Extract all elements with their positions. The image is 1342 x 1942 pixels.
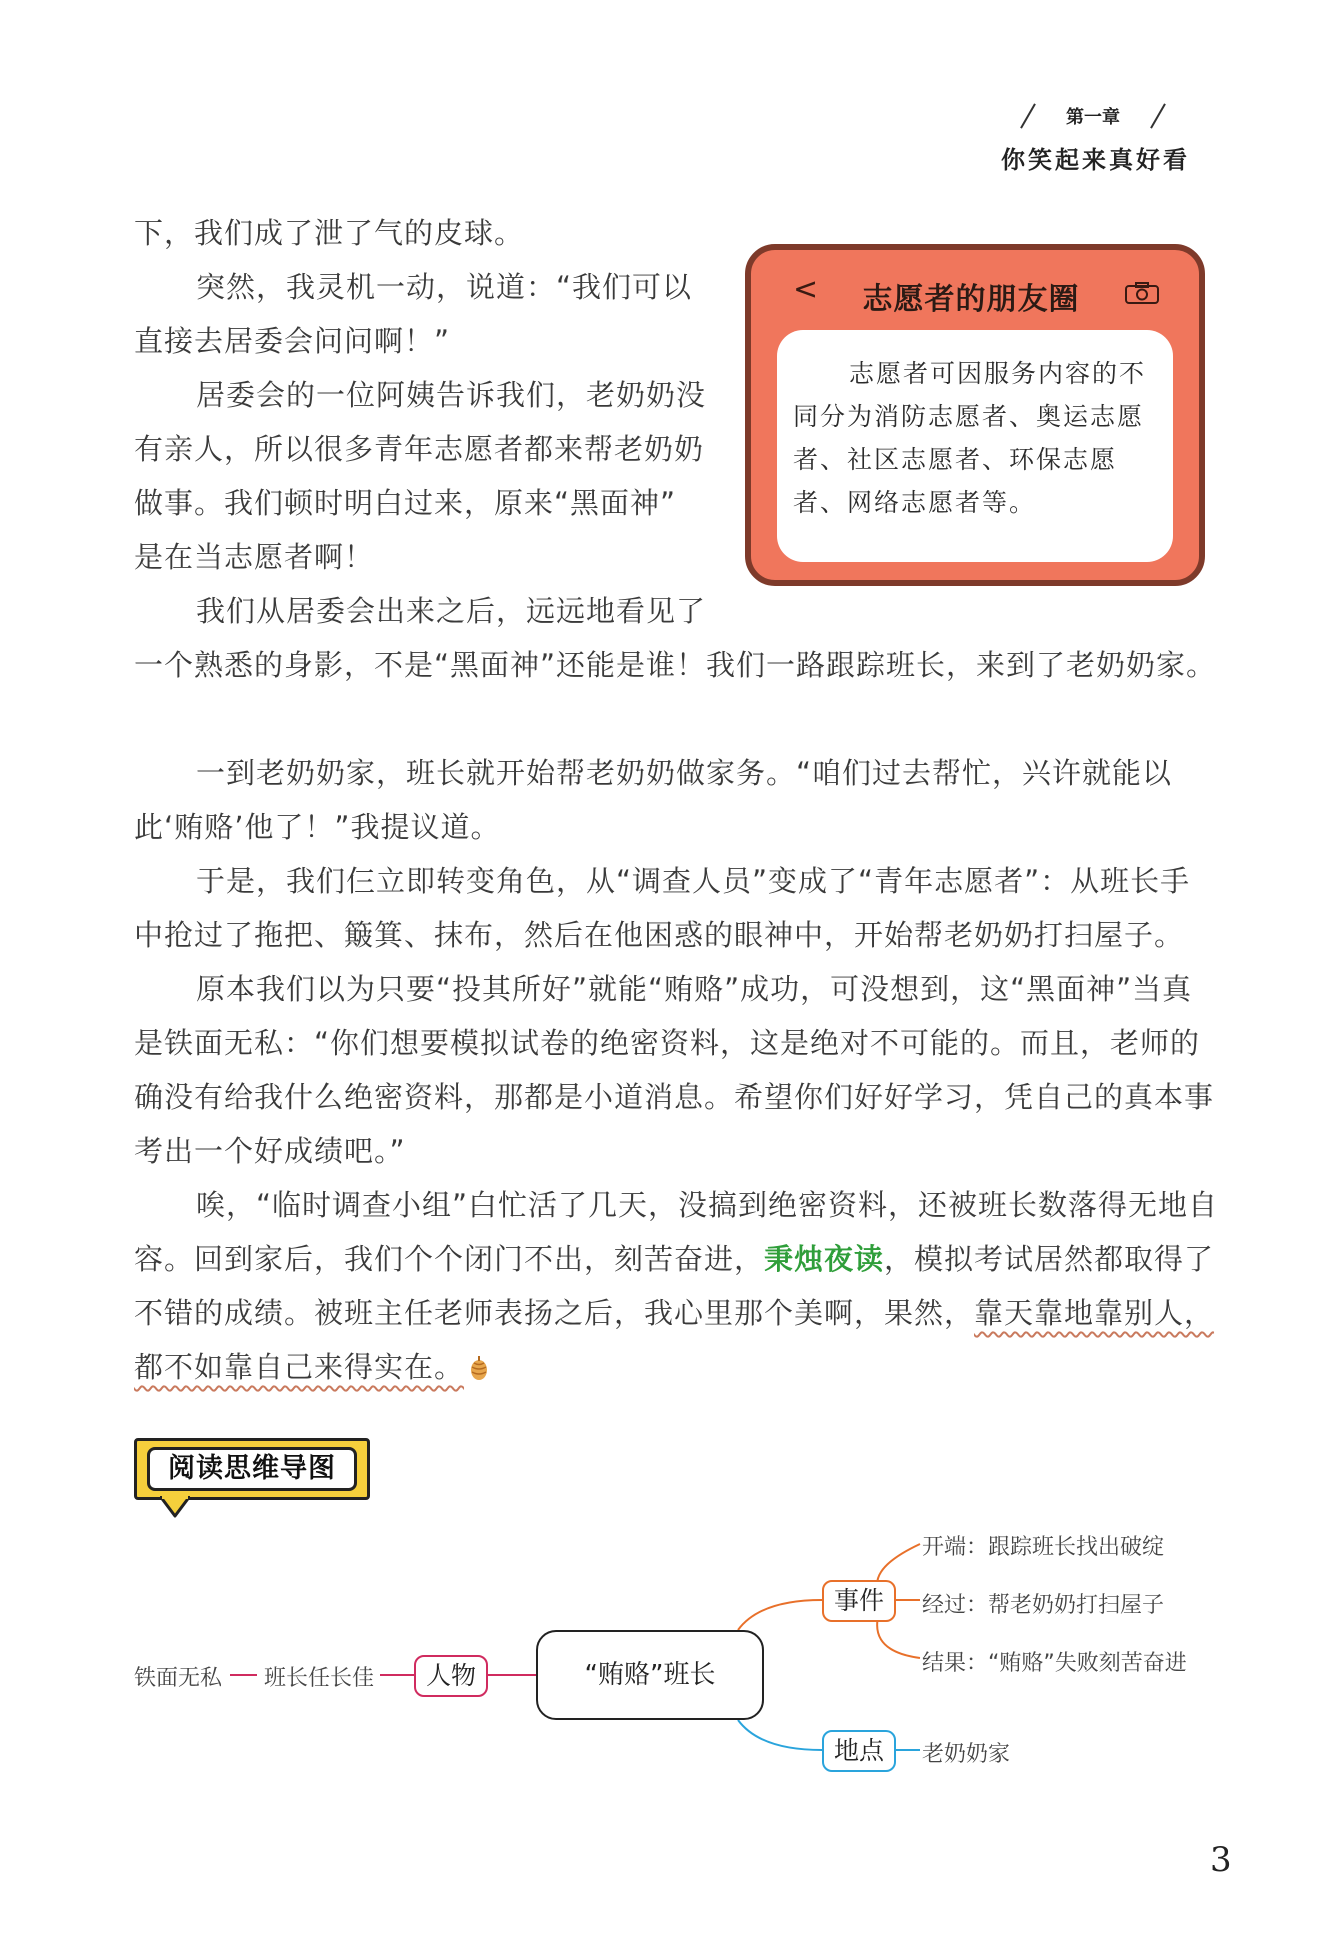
paragraph-text: 有亲人，所以很多青年志愿者都来帮老奶奶 <box>134 432 705 466</box>
paragraph-text: 是在当志愿者啊！ <box>134 540 375 574</box>
mind-map <box>0 1500 1342 1800</box>
chapter-label: 第一章 <box>1066 107 1120 128</box>
people-trait: 铁面无私 <box>134 1666 223 1691</box>
event-stage-text: “贿赂”失败刻苦奋进 <box>988 1651 1187 1676</box>
wavy-underlined-sentence: 靠天靠地靠别人，都不如靠自己来得实在。 <box>134 1296 1215 1384</box>
card-body-text: 志愿者可因服务内容的不同分为消防志愿者、奥运志愿者、社区志愿者、环保志愿者、网络志愿者等。 <box>793 359 1147 517</box>
paragraph-text: ，模拟考试居然都取得了不错的成绩。被班主任老师表扬之后，我心里那个美啊，果然， <box>134 1242 1215 1330</box>
event-item <box>922 1646 1187 1677</box>
paragraph-text: 下，我们成了泄了气的皮球。 <box>134 216 525 250</box>
place-tag: 地点 <box>822 1730 896 1772</box>
highlighted-idiom: 秉烛夜读 <box>764 1242 885 1276</box>
chapter-marker <box>1015 98 1175 134</box>
paragraph <box>134 260 734 368</box>
back-icon[interactable]: < <box>793 272 819 307</box>
paragraph <box>134 368 734 584</box>
slash-decoration <box>1020 103 1036 128</box>
volunteer-moments-card <box>745 244 1205 586</box>
paragraph-text: 突然，我灵机一动，说道：“我们可以 <box>196 270 693 304</box>
event-stage-label: 开端： <box>922 1535 989 1560</box>
section-label-text: 阅读思维导图 <box>147 1447 357 1491</box>
paragraph-text: 我们从居委会出来之后，远远地看见了 <box>196 594 707 628</box>
event-item <box>922 1588 1164 1619</box>
slash-decoration <box>1150 103 1166 128</box>
event-stage-text: 跟踪班长找出破绽 <box>988 1535 1165 1560</box>
paragraph-text: 直接去居委会问问啊！” <box>134 324 451 358</box>
event-stage-label: 结果： <box>922 1651 989 1676</box>
paragraph-text: 原本我们以为只要“投其所好”就能“贿赂”成功，可没想到，这“黑面神”当真是铁面无私：“你们想要模拟试卷的绝密资料，这是绝对不可能的。而且，老师的确没有给我什么绝密资料，那都是小道消息。希望你们好好学习，凭自己的真本事考出一个好成绩吧。” <box>134 972 1215 1168</box>
paragraph <box>134 854 1220 962</box>
paragraph <box>134 584 734 638</box>
camera-icon[interactable] <box>1125 282 1159 304</box>
chapter-title: 你笑起来真好看 <box>1001 146 1190 174</box>
paragraph-text: 居委会的一位阿姨告诉我们，老奶奶没 <box>196 378 707 412</box>
people-tag: 人物 <box>414 1655 488 1697</box>
people-name: 班长任长佳 <box>264 1666 375 1691</box>
events-tag: 事件 <box>822 1580 896 1622</box>
card-title: 志愿者的朋友圈 <box>862 282 1080 317</box>
paragraph <box>134 206 734 260</box>
event-item <box>922 1530 1164 1561</box>
paragraph <box>134 746 1220 854</box>
paragraph <box>134 962 1220 1178</box>
event-stage-text: 帮老奶奶打扫屋子 <box>988 1593 1165 1618</box>
paragraph-text: 于是，我们仨立即转变角色，从“调查人员”变成了“青年志愿者”：从班长手中抢过了拖把、簸箕、抹布，然后在他困惑的眼神中，开始帮老奶奶打扫屋子。 <box>134 864 1191 952</box>
place-text: 老奶奶家 <box>922 1742 1011 1767</box>
paragraph-text: 唉，“临时调查小组”白忙活了几天，没搞到绝密资料，还被班长数落得无地自容。回到家后，我们个个闭门不出，刻苦奋进， <box>134 1188 1219 1276</box>
mindmap-section-label <box>134 1438 370 1500</box>
event-stage-label: 经过： <box>922 1593 989 1618</box>
card-body <box>777 330 1173 562</box>
paragraph-text: 做事。我们顿时明白过来，原来“黑面神” <box>134 486 677 520</box>
mindmap-center-node: “贿赂”班长 <box>536 1630 764 1720</box>
paragraph-text: 一到老奶奶家，班长就开始帮老奶奶做家务。“咱们过去帮忙，兴许就能以此‘贿赂’他了！”我提议道。 <box>134 756 1173 844</box>
page-number: 3 <box>1210 1840 1232 1880</box>
pinecone-icon <box>468 1355 490 1381</box>
paragraph <box>134 638 1220 692</box>
paragraph <box>134 1178 1220 1394</box>
paragraph-text: 一个熟悉的身影，不是“黑面神”还能是谁！我们一路跟踪班长，来到了老奶奶家。 <box>134 648 1217 682</box>
